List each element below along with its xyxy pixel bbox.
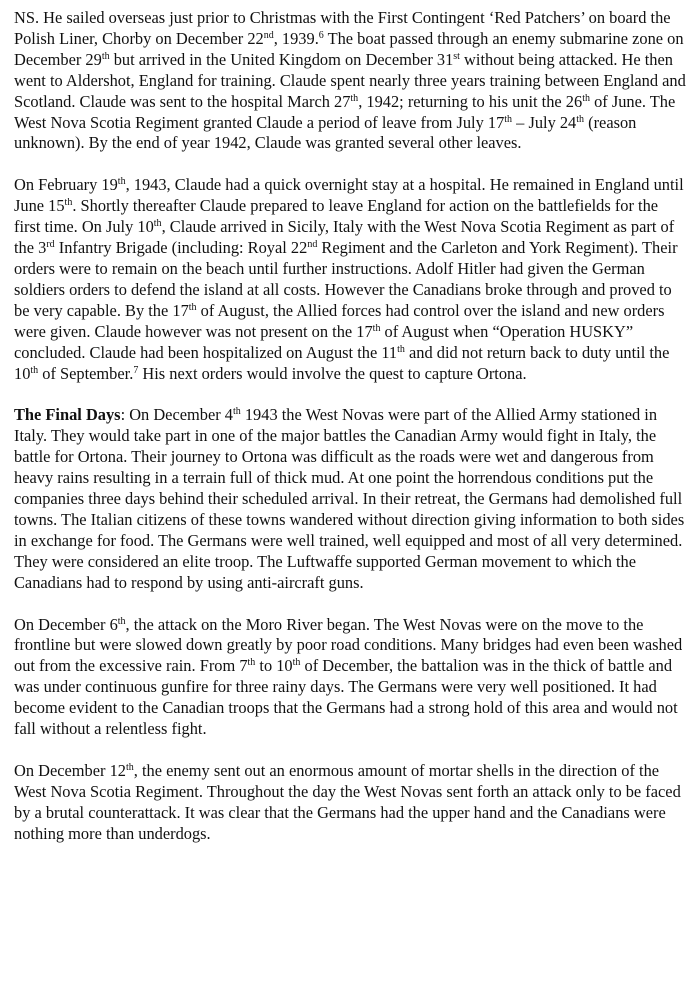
superscript: th — [292, 657, 301, 669]
text-run: without being attacked. He then went to Aldershot, England for training. Claude spent nearly three years training between England and Scotland. Claude was sent to the hospital March 27 — [14, 49, 686, 111]
superscript: th — [397, 343, 405, 355]
paragraph-moro-river — [14, 615, 688, 740]
text-run: , 1939. — [273, 28, 319, 48]
text-run: – July 24 — [512, 112, 577, 132]
superscript: th — [117, 615, 126, 627]
text-run: On December 12 — [14, 761, 126, 780]
superscript: th — [101, 50, 110, 62]
text-run: to 10 — [255, 656, 293, 676]
paragraph-sicily — [14, 175, 688, 384]
superscript: th — [350, 92, 359, 104]
text-run: On February 19 — [14, 175, 118, 195]
text-run: The boat passed through an enemy submarine zone on December 29 — [14, 28, 684, 69]
text-run: , Claude arrived in Sicily, Italy with the West Nova Scotia Regiment as part of the 3 — [14, 217, 675, 258]
text-run: NS. He sailed overseas just prior to Christmas with the First Contingent ‘Red Patchers’ on board the Polish Liner, Chorby on December 22 — [14, 8, 671, 48]
text-run: , the enemy sent out an enormous amount of mortar shells in the direction of the West Nova Scotia Regiment. Throughout the day the West Novas sent forth an attack only to be faced by a brutal counterattack. It was clear that the Germans had the upper hand and the Canadians were nothing more than underdogs. — [14, 761, 681, 843]
document-page — [14, 8, 688, 845]
text-run: Infantry Brigade (including: Royal 22 — [54, 238, 308, 258]
superscript: th — [232, 406, 241, 418]
text-run: of December, the battalion was in the thick of battle and was under continuous gunfire for three rainy days. The Germans were very well positioned. It had become evident to the Canadian troops that the Germans had a strong hold of this area and would not fall without a relentless fight. — [14, 656, 678, 739]
text-run: (reason unknown). By the end of year 1942, Claude was granted several other leaves. — [14, 112, 637, 153]
superscript: th — [125, 762, 134, 773]
superscript: 6 — [318, 29, 324, 41]
superscript: th — [30, 364, 39, 376]
text-run: , 1943, Claude had a quick overnight stay at a hospital. He remained in England until June 15 — [14, 175, 684, 216]
text-run: Regiment and the Carleton and York Regiment). Their orders were to remain on the beach until further instructions. Adolf Hitler had given the German soldiers orders to defend the island at all costs. However the Canadians broke through and proved to be very capable. By the 17 — [14, 238, 678, 320]
paragraph-final-days — [14, 405, 688, 593]
text-run: On December 6 — [14, 614, 118, 634]
superscript: 7 — [133, 364, 139, 376]
text-run: of September. — [38, 363, 134, 383]
text-run: 1943 the West Novas were part of the Allied Army stationed in Italy. They would take part in one of the major battles the Canadian Army would fight in Italy, the battle for Ortona. Their journey to Ortona was difficult as the roads were wet and dangerous from heavy rains resulting in a terrain full of thick mud. At one point the horrendous conditions put the companies three days behind their scheduled arrival. In their retreat, the Germans had demolished full towns. The Italian citizens of these towns wandered without direction giving information to both sides in exchange for food. The Germans were well trained, well equipped and most of all very determined. They were considered an elite troop. The Luftwaffe supported German movement to which the Canadians had to respond by using anti-aircraft guns. — [14, 405, 685, 592]
superscript: th — [247, 657, 256, 669]
text-run: but arrived in the United Kingdom on December 31 — [109, 49, 454, 69]
section-heading: The Final Days — [14, 405, 121, 425]
paragraph-departure — [14, 8, 688, 154]
superscript: th — [117, 176, 126, 188]
superscript: th — [576, 113, 585, 125]
text-run: : On December 4 — [120, 405, 233, 425]
superscript: st — [453, 50, 460, 62]
superscript: th — [153, 218, 162, 230]
text-run: , the attack on the Moro River began. The West Novas were on the move to the frontline but were slowed down greatly by poor road conditions. Many bridges had even been washed out from the excessive rain. From 7 — [14, 614, 683, 676]
superscript: rd — [46, 239, 55, 251]
paragraph-december-12 — [14, 761, 688, 845]
superscript: th — [64, 197, 73, 209]
text-run: of June. The West Nova Scotia Regiment granted Claude a period of leave from July 17 — [14, 91, 676, 132]
superscript: nd — [307, 239, 318, 251]
superscript: th — [582, 92, 590, 104]
text-run: and did not return back to duty until the 10 — [14, 342, 670, 383]
text-run: of August, the Allied forces had control over the island and new orders were given. Claude however was not present on the 17 — [14, 300, 665, 341]
superscript: th — [504, 113, 513, 125]
text-run: , 1942; returning to his unit the 26 — [358, 91, 583, 111]
text-run: His next orders would involve the quest to capture Ortona. — [138, 363, 527, 383]
superscript: th — [372, 322, 381, 334]
text-run: . Shortly thereafter Claude prepared to leave England for action on the battlefields for the first time. On July 10 — [14, 196, 659, 237]
text-run: of August when “Operation HUSKY” concluded. Claude had been hospitalized on August the 11 — [14, 321, 634, 362]
superscript: nd — [263, 29, 274, 41]
superscript: th — [188, 301, 197, 313]
